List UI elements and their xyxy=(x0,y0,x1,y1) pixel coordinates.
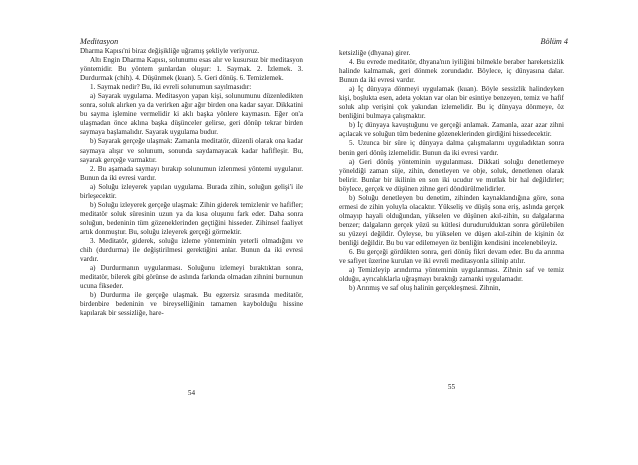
paragraph: ketsizliğe (dhyana) girer. xyxy=(339,49,411,57)
paragraph: 1. Saymak nedir? Bu, iki evreli solunumun sayılmasıdır: xyxy=(90,83,252,92)
paragraph: a) Soluğu izleyerek yapılan uygulama. Burada zihin, soluğun gelişi'i ile birleşecektir. xyxy=(80,182,303,200)
paragraph: a) Geri dönüş yönteminin uygulanması. Dikkati soluğu denetlemeye yöneldiği zaman süje, zihin, denetleyen ve obje, soluk, denetlenen olarak belirir. Bunlar bir ikilinin en son iki ucudur ve mutlak bir hal değildirler; böylece, gerçek ve düşünen zihne geri döndürülmelidirler. xyxy=(339,157,564,193)
right-page-number: 55 xyxy=(447,383,456,391)
paragraph: b) Arınmış ve saf oluş halinin gerçekleşmesi. Zihnin, xyxy=(349,284,501,293)
paragraph: a) Durdurmanın uygulanması. Soluğunu izlemeyi bıraktıktan sonra, meditatör, bilerek gibi görünse de aslında farkında olmadan zihnini burnunun ucuna fikseder. xyxy=(80,264,303,291)
left-body-text xyxy=(80,47,303,318)
paragraph: 3. Meditatör, giderek, soluğu izleme yönteminin yeterli olmadığını ve chih (durdurma) ile değiştirilmesi gerektiğini anlar. Bunun da iki evresi vardır. xyxy=(80,236,303,264)
left-running-head: Meditasyon xyxy=(80,37,119,46)
paragraph: a) İç dünyaya dönmeyi uygulamak (kuan). Böyle sessizlik halindeyken kişi, boşlukta esen, adeta yoktan var olan bir esintiye benzeyen, temiz ve hafif soluk alıp verişini çok yakından izlemelidir. Bu iç dünyaya dönmeye, öz benliğini bulmaya çalışmaktır. xyxy=(339,85,564,121)
paragraph: b) İç dünyaya kavuştuğunu ve gerçeği anlamak. Zamanla, azar azar zihni açılacak ve soluğun tüm bedenine gözeneklerinden girdiğini hissedecektir. xyxy=(339,121,564,139)
paragraph: 2. Bu aşamada saymayı bırakıp solunumun izlenmesi yöntemi uygulanır. Bunun da iki evresi vardır. xyxy=(80,164,303,182)
paragraph: b) Soluğu izleyerek gerçeğe ulaşmak: Zihin giderek temizlenir ve hafifler; meditatör soluk süresinin uzun ya da kısa oluşunu fark eder. Daha sonra soluğun, bedeninin tüm gözeneklerinden geçtiğini hisseder. Zihinsel faaliyet artık donmuştur. Bu, soluğu izleyerek gerçeği görmektir. xyxy=(80,200,303,236)
right-running-head: Bölüm 4 xyxy=(540,37,568,46)
paragraph: b) Durdurma ile gerçeğe ulaşmak. Bu egzersiz sırasında meditatör, birdenbire bedeninin ve bireyselliğinin tamamen kaybolduğu hissine kapılarak bir sessizliğe, hare- xyxy=(80,291,303,318)
paragraph: 6. Bu gerçeği gördükten sonra, geri dönüş fikri devam eder. Bu da arınma ve safiyet üzerine kurulan ve iki evreli meditasyonla silinip atılır. xyxy=(339,248,564,266)
right-body-text xyxy=(339,49,564,293)
paragraph: Dharma Kapısı'ni biraz değişikliğe uğramış şekliyle veriyoruz. xyxy=(80,47,260,55)
paragraph: Altı Engin Dharma Kapısı, solunumu esas alır ve kusursuz bir meditasyon yöntemidir. Bu yöntem şunlardan oluşur: 1. Saymak. 2. İzlemek. 3. Durdurmak (chih). 4. Düşünmek (kuan). 5. Geri dönüş. 6. Temizlemek. xyxy=(80,56,303,83)
paragraph: 5. Uzunca bir süre iç dünyaya dalma çalışmalarını uyguladıktan sonra benin geri dönüş izlemelidir. Bunun da iki evresi vardır. xyxy=(339,139,564,157)
paragraph: a) Sayarak uygulama. Meditasyon yapan kişi, solunumunu düzenledikten sonra, soluk alırken ya da verirken ağır ağır birden ona kadar sayar. Dikkatini bu sayma işlemine vermelidir ki aklı başka yönlere kaymasın. Eğer on'a ulaşmadan önce aklına başka düşünceler gelirse, geri dönüp tekrar birden saymaya başlamalıdır. Sayarak uygulama budur. xyxy=(80,92,303,137)
paragraph: b) Soluğu denetleyen bu denetim, zihinden kaynaklandığına göre, sona ermesi de zihin yoluyla olacaktır. Yükseliş ve düşüş sona eriş, aslında gerçek olmayıp hayali olduğundan, yükselen ve düşünen akıl-zihin, su dalgalarına benzer; dalgaların gerçek yüzü su kütlesi durudurulduktan sonra görülebilen su yüzeyi değildir. Öyleyse, bu yükselen ve düşen akıl-zihin de kişinin öz benliği değildir. Bu bu var edilemeyen öz benliğin kendisini incelenebileyiz. xyxy=(339,193,564,247)
paragraph: a) Temizleyip arındırma yönteminin uygulanması. Zihnin saf ve temiz olduğu, ayrıcalıklarla uğraşmayı bıraktığı zamanki uygulamadır. xyxy=(339,266,564,284)
right-page xyxy=(319,0,638,465)
paragraph: 4. Bu evrede meditatör, dhyana'nın iyiliğini bilmekle beraber hareketsizlik halinde kalmamak, geri dönmek zorundadır. Böylece, iç dünyasına dalar. Bunun da iki evresi vardır. xyxy=(339,58,564,85)
left-page-number: 54 xyxy=(187,389,196,397)
paragraph: b) Sayarak gerçeğe ulaşmak: Zamanla meditatör, düzenli olarak ona kadar saymaya alışır ve solunum, sonunda saydamayacak kadar hafifleşir. Bu, sayarak gerçeğe varmaktır. xyxy=(80,137,303,164)
